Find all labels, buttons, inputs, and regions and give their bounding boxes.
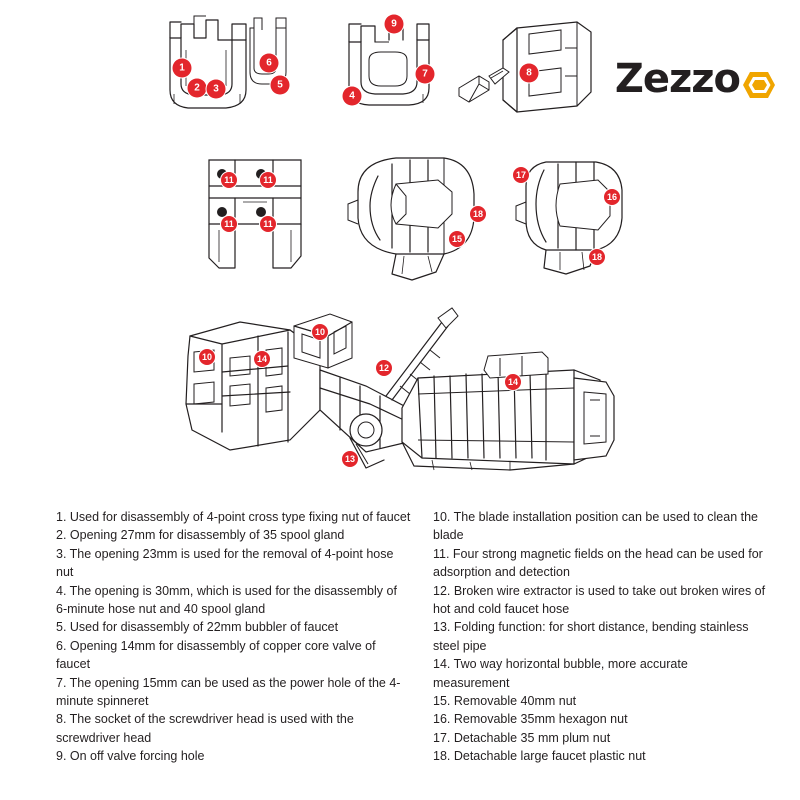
legend-item: 6. Opening 14mm for disassembly of copper core valve of faucet	[56, 638, 376, 672]
legend-item: 18. Detachable large faucet plastic nut	[433, 749, 646, 764]
main-tool-diagram	[170, 300, 640, 500]
callout-marker-9: 9	[385, 15, 404, 34]
callout-marker-8: 8	[520, 64, 539, 83]
hex-logo-icon	[742, 64, 776, 94]
callout-marker-13: 13	[342, 451, 358, 467]
brand-name: Zezzo	[614, 56, 740, 102]
callout-marker-2: 2	[188, 79, 207, 98]
callout-marker-4: 4	[343, 87, 362, 106]
callout-marker-18: 18	[589, 249, 605, 265]
callout-marker-3: 3	[207, 80, 226, 99]
legend-column-right	[411, 508, 766, 766]
legend-item: 1. Used for disassembly of 4-point cross type fixing nut of faucet	[56, 510, 411, 524]
part-diagram-4	[195, 150, 315, 280]
callout-marker-11: 11	[221, 216, 237, 232]
legend-item: 14. Two way horizontal bubble, more accurate measurement	[433, 657, 688, 690]
brand-logo	[615, 56, 776, 102]
callout-marker-11: 11	[260, 172, 276, 188]
legend-item: 8. The socket of the screwdriver head is used with the screwdriver head	[56, 712, 354, 745]
legend-item: 16. Removable 35mm hexagon nut	[433, 712, 628, 727]
callout-marker-10: 10	[199, 349, 215, 365]
legend-item: 13. Folding function: for short distance, bending stainless steel pipe	[433, 620, 749, 653]
callout-marker-14: 14	[254, 351, 270, 367]
legend-item: 2. Opening 27mm for disassembly of 35 spool gland	[56, 528, 345, 543]
legend-item: 9. On off valve forcing hole	[56, 749, 205, 764]
callout-marker-5: 5	[271, 76, 290, 95]
legend-column-left	[56, 508, 411, 766]
callout-marker-17: 17	[513, 167, 529, 183]
callout-marker-18: 18	[470, 206, 486, 222]
legend-item: 17. Detachable 35 mm plum nut	[433, 730, 611, 745]
part-diagram-6	[510, 150, 640, 275]
legend-item: 4. The opening is 30mm, which is used for the disassembly of 6-minute hose nut and 40 spool gland	[56, 583, 397, 617]
legend-item: 10. The blade installation position can be used to clean the blade	[433, 510, 758, 543]
legend-item: 15. Removable 40mm nut	[433, 694, 577, 709]
legend-item: 3. The opening 23mm is used for the removal of 4-point hose nut	[56, 546, 394, 580]
callout-marker-11: 11	[221, 172, 237, 188]
part-diagram-5	[340, 148, 490, 283]
legend-text	[0, 508, 800, 766]
legend-item: 12. Broken wire extractor is used to take out broken wires of hot and cold faucet hose	[433, 583, 766, 617]
callout-marker-6: 6	[260, 54, 279, 73]
legend-item: 7. The opening 15mm can be used as the power hole of the 4-minute spinneret	[56, 675, 401, 709]
legend-item: 5. Used for disassembly of 22mm bubbler of faucet	[56, 620, 339, 635]
callout-marker-7: 7	[416, 65, 435, 84]
callout-marker-15: 15	[449, 231, 465, 247]
callout-marker-16: 16	[604, 189, 620, 205]
callout-marker-12: 12	[376, 360, 392, 376]
callout-marker-1: 1	[173, 59, 192, 78]
callout-marker-14: 14	[505, 374, 521, 390]
callout-marker-10: 10	[312, 324, 328, 340]
callout-marker-11: 11	[260, 216, 276, 232]
legend-item: 11. Four strong magnetic fields on the head can be used for adsorption and detection	[433, 546, 763, 580]
